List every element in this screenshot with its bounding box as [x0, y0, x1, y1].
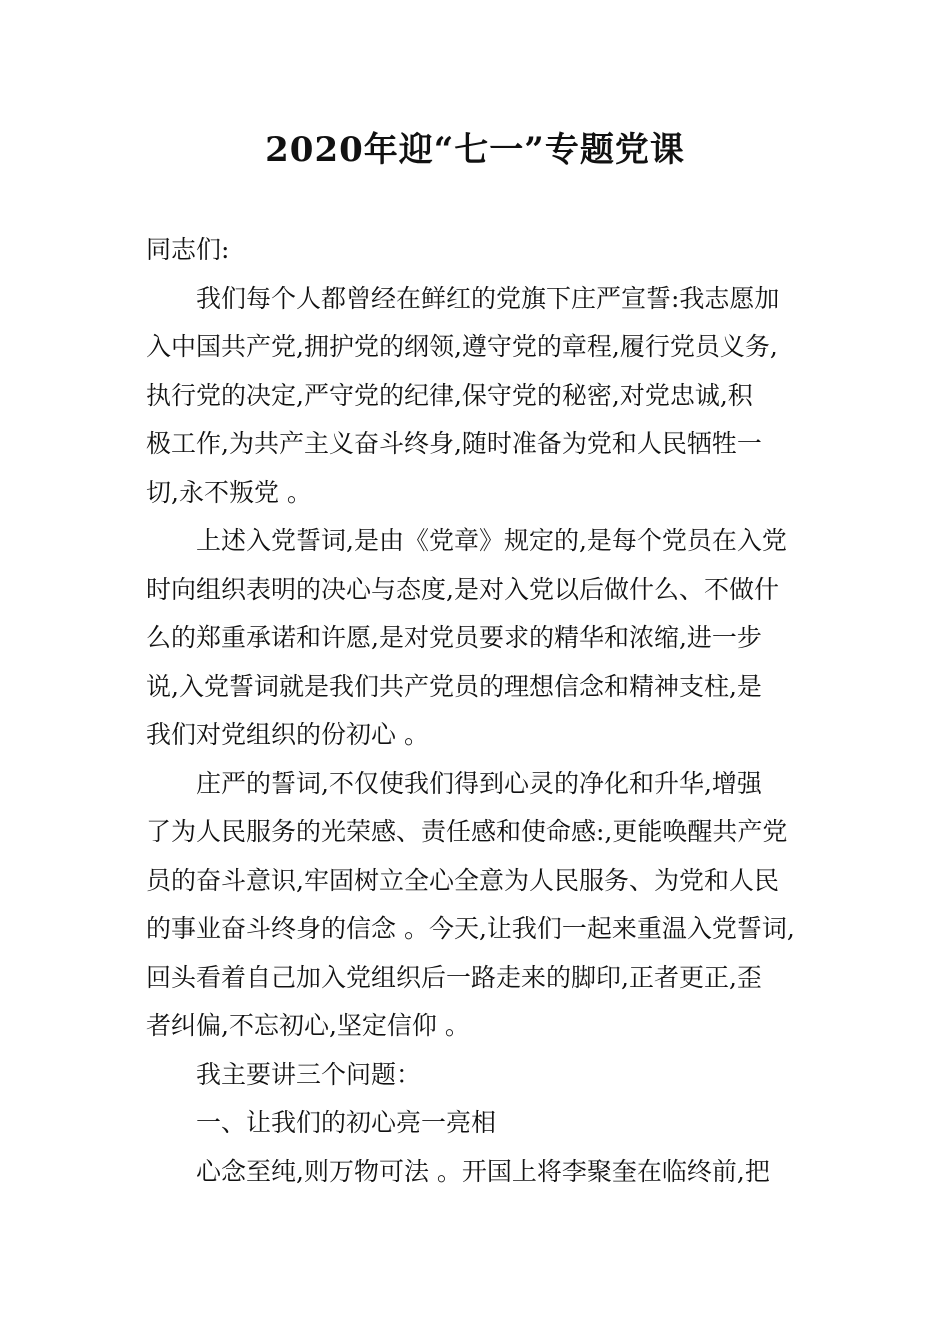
text-line: 员的奋斗意识,牢固树立全心全意为人民服务、为党和人民: [146, 865, 779, 895]
text-line: 了为人民服务的光荣感、责任感和使命感:,更能唤醒共产党: [146, 817, 788, 846]
text-line: 执行党的决定,严守党的纪律,保守党的秘密,对党忠诚,积: [146, 380, 753, 410]
text-line: 么的郑重承诺和许愿,是对党员要求的精华和浓缩,进一步: [146, 623, 762, 652]
text-line: 上述入党誓词,是由《党章》规定的,是每个党员在入党: [196, 526, 787, 555]
text-line: 回头看着自己加入党组织后一路走来的脚印,正者更正,歪: [146, 962, 762, 992]
text-line: 切,永不叛党 。: [146, 477, 312, 507]
text-line: 时向组织表明的决心与态度,是对入党以后做什么、不做什: [146, 574, 779, 604]
text-line: 同志们:: [146, 235, 230, 264]
text-line: 庄严的誓词,不仅使我们得到心灵的净化和升华,增强: [196, 768, 762, 798]
text-line: 说,入党誓词就是我们共产党员的理想信念和精神支柱,是: [146, 671, 762, 701]
text-line: 的事业奋斗终身的信念 。今天,让我们一起来重温入党誓词,: [146, 914, 795, 943]
text-line: 我主要讲三个问题：: [196, 1059, 422, 1089]
document-body: [146, 226, 816, 1196]
text-line: 心念至纯,则万物可法 。开国上将李聚奎在临终前,把: [196, 1156, 770, 1186]
text-line: 者纠偏,不忘初心,坚定信仰 。: [146, 1011, 470, 1040]
text-line: 一、让我们的初心亮一亮相: [196, 1108, 497, 1137]
text-line: 入中国共产党,拥护党的纲领,遵守党的章程,履行党员义务,: [146, 332, 778, 361]
text-line: 我们对党组织的份初心 。: [146, 720, 429, 749]
document-title: 2020年迎“七一”专题党课: [265, 130, 685, 170]
text-line: 我们每个人都曾经在鲜红的党旗下庄严宣誓:我志愿加: [196, 283, 780, 313]
text-line: 极工作,为共产主义奋斗终身,随时准备为党和人民牺牲一: [146, 429, 762, 458]
